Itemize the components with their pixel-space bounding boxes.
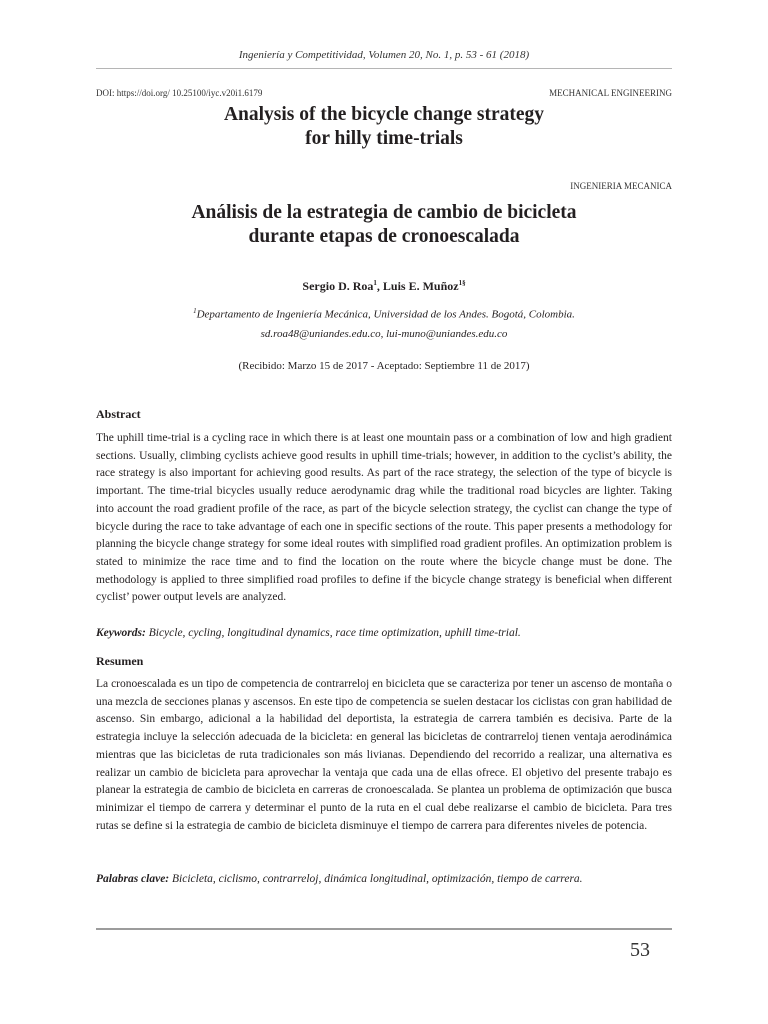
- keywords-list: Bicycle, cycling, longitudinal dynamics, race time optimization, uphill time-trial.: [145, 627, 521, 639]
- abstract-heading: Abstract: [96, 407, 141, 421]
- palabras-clave-label: Palabras clave:: [96, 873, 170, 885]
- palabras-clave: [96, 873, 672, 885]
- title-english-line2: for hilly time-trials: [305, 128, 463, 149]
- received-accepted-dates: (Recibido: Marzo 15 de 2017 - Aceptado: Septiembre 11 de 2017): [238, 360, 530, 372]
- section-tag-en: MECHANICAL ENGINEERING: [549, 88, 672, 98]
- author-emails[interactable]: sd.roa48@uniandes.edu.co, lui-muno@uniandes.edu.co: [260, 328, 508, 340]
- journal-header: Ingeniería y Competitividad, Volumen 20, No. 1, p. 53 - 61 (2018): [238, 49, 530, 61]
- doi-line: [96, 88, 672, 98]
- keywords: [96, 627, 672, 639]
- abstract-body: The uphill time-trial is a cycling race in which there is at least one mountain pass or a combination of low and high gradient sections. Usually, climbing cyclists achieve good results in uphill time-trials; however, in addition to the cyclist’s ability, the race strategy is also important for achieving good results. As part of the race strategy, the selection of the type of bicycle is important. The time-trial bicycles usually reduce aerodynamic drag while the traditional road bicycles are lighter. Taking into account the road gradient profile of the race, as part of the bicycle selection strategy, the cyclist can change the type of bicycle during the race to take advantage of each one in specific sections of the route. This paper presents a methodology for planning the bicycle change strategy for some ideal routes with simplified road gradient profiles. An optimization problem is stated to minimize the race time and to find the location on the route where the bicycle change must be done. The methodology is applied to three simplified road profiles to define if the bicycle change strategy is beneficial when different cyclist’ power output levels are analyzed.: [96, 432, 672, 604]
- title-spanish-line2: durante etapas de cronoescalada: [248, 226, 520, 247]
- affiliation-mark: 1: [193, 307, 197, 315]
- section-tag-es: INGENIERIA MECANICA: [570, 181, 672, 191]
- affiliation: [96, 307, 672, 321]
- title-spanish: [96, 201, 672, 249]
- page-number: 53: [630, 939, 650, 961]
- footer-divider: [96, 928, 672, 930]
- author-name: Sergio D. Roa: [302, 279, 374, 293]
- authors: [96, 279, 672, 294]
- header-divider: [96, 68, 672, 69]
- title-spanish-line1: Análisis de la estrategia de cambio de bicicleta: [191, 202, 577, 223]
- author-name: Luis E. Muñoz: [382, 279, 459, 293]
- title-english: [96, 103, 672, 151]
- keywords-label: Keywords:: [96, 627, 146, 639]
- doi-link[interactable]: DOI: https://doi.org/ 10.25100/iyc.v20i1.6179: [96, 88, 263, 98]
- title-english-line1: Analysis of the bicycle change strategy: [223, 104, 545, 125]
- affiliation-text: Departamento de Ingeniería Mecánica, Universidad de los Andes. Bogotá, Colombia.: [196, 308, 575, 321]
- author-affiliation-mark: 1: [373, 279, 377, 287]
- author-separator: ,: [376, 279, 383, 293]
- resumen-heading: Resumen: [96, 654, 144, 668]
- resumen-body: La cronoescalada es un tipo de competencia de contrarreloj en bicicleta que se caracteriza por tener un ascenso de montaña o una mezcla de secciones planas y ascensos. En este tipo de competencia se suelen destacar los ciclistas con gran habilidad de ascenso. Sin embargo, adicional a la habilidad del deportista, la estrategia de carrera también es decisiva. Parte de la estrategia incluye la selección adecuada de la bicicleta: en general las bicicletas de contrarreloj tienen ventaja aerodinámica mientras que las bicicletas de ruta tradicionales son más livianas. Dependiendo del recorrido a realizar, una alternativa es realizar un cambio de bicicleta para aprovechar la ventaja que cada una de ellas ofrece. El objetivo del presente trabajo es planear la estrategia de cambio de bicicleta en carreras de cronoescalada. Se plantea un problema de optimización que busca minimizar el tiempo de carrera y determinar el punto de la ruta en el cual debe realizarse el cambio de bicicleta. Para tres rutas se define si la estrategia de cambio de bicicleta disminuye el tiempo de carrera para diferentes niveles de potencia.: [96, 678, 672, 832]
- paper-page: [96, 0, 672, 1024]
- palabras-clave-list: Bicicleta, ciclismo, contrarreloj, dinámica longitudinal, optimización, tiempo de carrera.: [169, 873, 583, 885]
- author-affiliation-mark: 1§: [458, 279, 466, 287]
